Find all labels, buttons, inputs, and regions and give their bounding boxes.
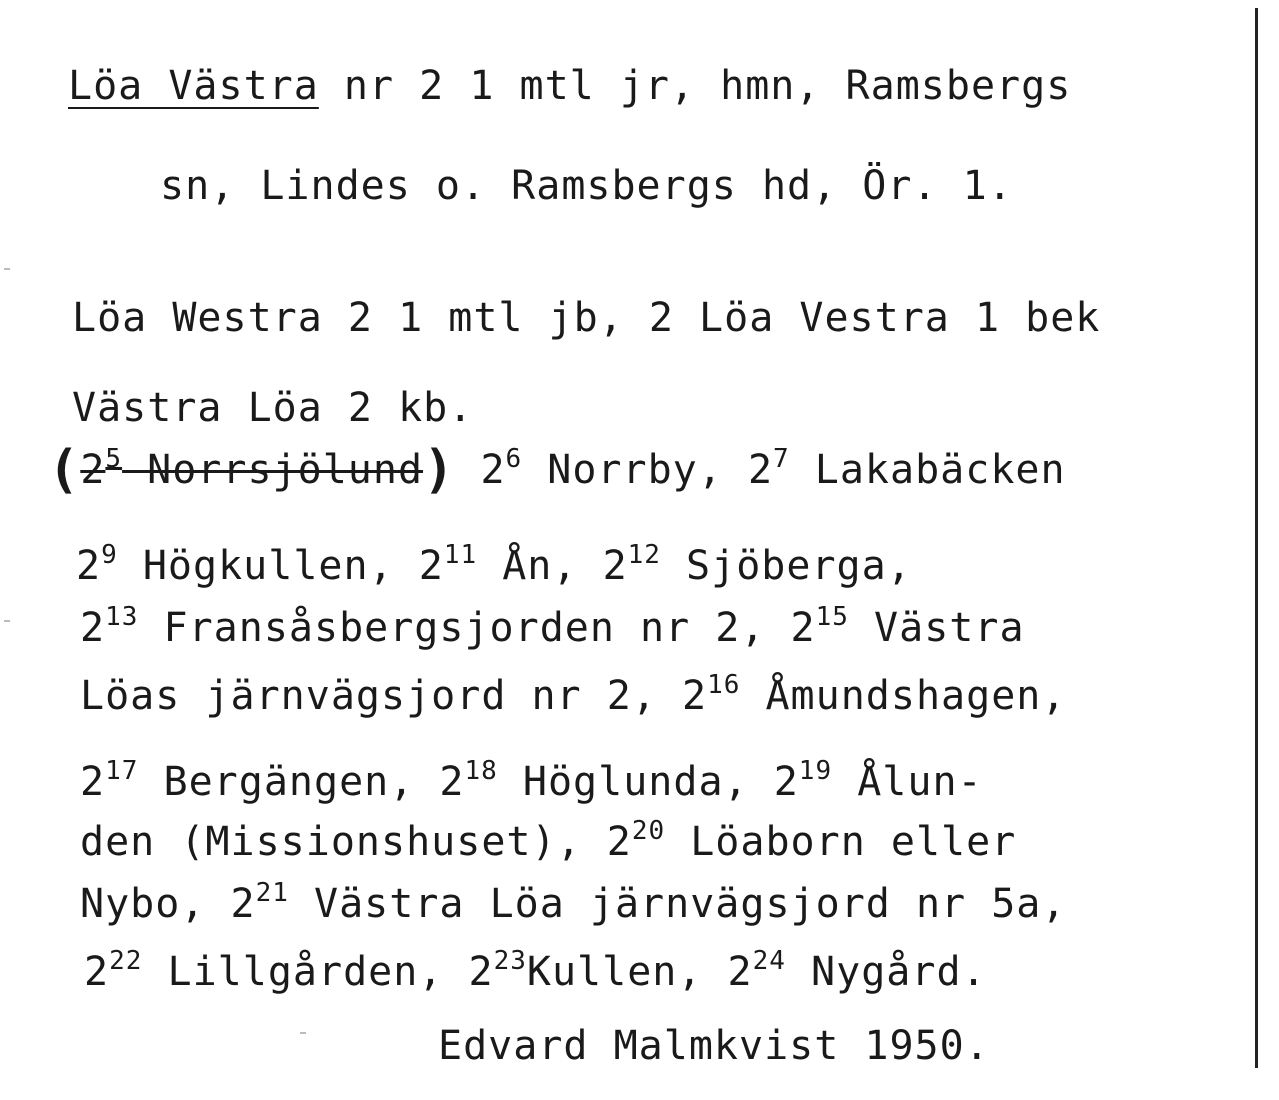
- parish-line: sn, Lindes o. Ramsbergs hd, Ör. 1.: [160, 163, 1013, 209]
- signature: Edvard Malmkvist 1950.: [438, 1023, 990, 1069]
- subdivision-line-3: $2^{13}$ Fransåsbergsjorden nr 2, $2^{15}$ Västra: [80, 602, 1025, 651]
- subdivision-line-4: Löas järnvägsjord nr 2, $2^{16}$ Åmundshagen,: [80, 670, 1067, 719]
- scan-speck: [300, 1032, 306, 1034]
- subdivision-line-2: $2^9$ Högkullen, $2^{11}$ Ån, $2^{12}$ Sjöberga,: [76, 540, 912, 589]
- source-line-1: Löa Westra 2 1 mtl jb, 2 Löa Vestra 1 bek: [72, 295, 1101, 341]
- subdivision-line-6: den (Missionshuset), $2^{20}$ Löaborn eller: [80, 816, 1017, 865]
- strike-open-paren: (: [48, 440, 81, 500]
- card-edge: [1255, 8, 1258, 1068]
- entry: $2^7$ Lakabäcken: [747, 444, 1066, 493]
- scan-speck: [4, 620, 10, 622]
- strike-close-paren: ): [423, 440, 456, 500]
- subdivision-line-5: $2^{17}$ Bergängen, $2^{18}$ Höglunda, $2^{19}$ Ålun-: [80, 756, 983, 805]
- place-name: Löa Västra: [68, 63, 319, 109]
- source-line-2: Västra Löa 2 kb.: [72, 385, 474, 431]
- scan-speck: [4, 268, 10, 270]
- struck-entry: $2^5$ Norrsjölund: [80, 444, 424, 493]
- subdivision-line-1: [48, 440, 1066, 500]
- subdivision-line-8: $2^{22}$ Lillgården, $2^{23}Kullen$, $2^{24}$ Nygård.: [84, 946, 987, 995]
- heading-rest: nr 2 1 mtl jr, hmn, Ramsbergs: [318, 63, 1072, 109]
- heading-line: [68, 62, 1071, 110]
- entry: $2^6$ Norrby,: [455, 444, 748, 493]
- subdivision-line-7: Nybo, $2^{21}$ Västra Löa järnvägsjord nr 5a,: [80, 878, 1067, 927]
